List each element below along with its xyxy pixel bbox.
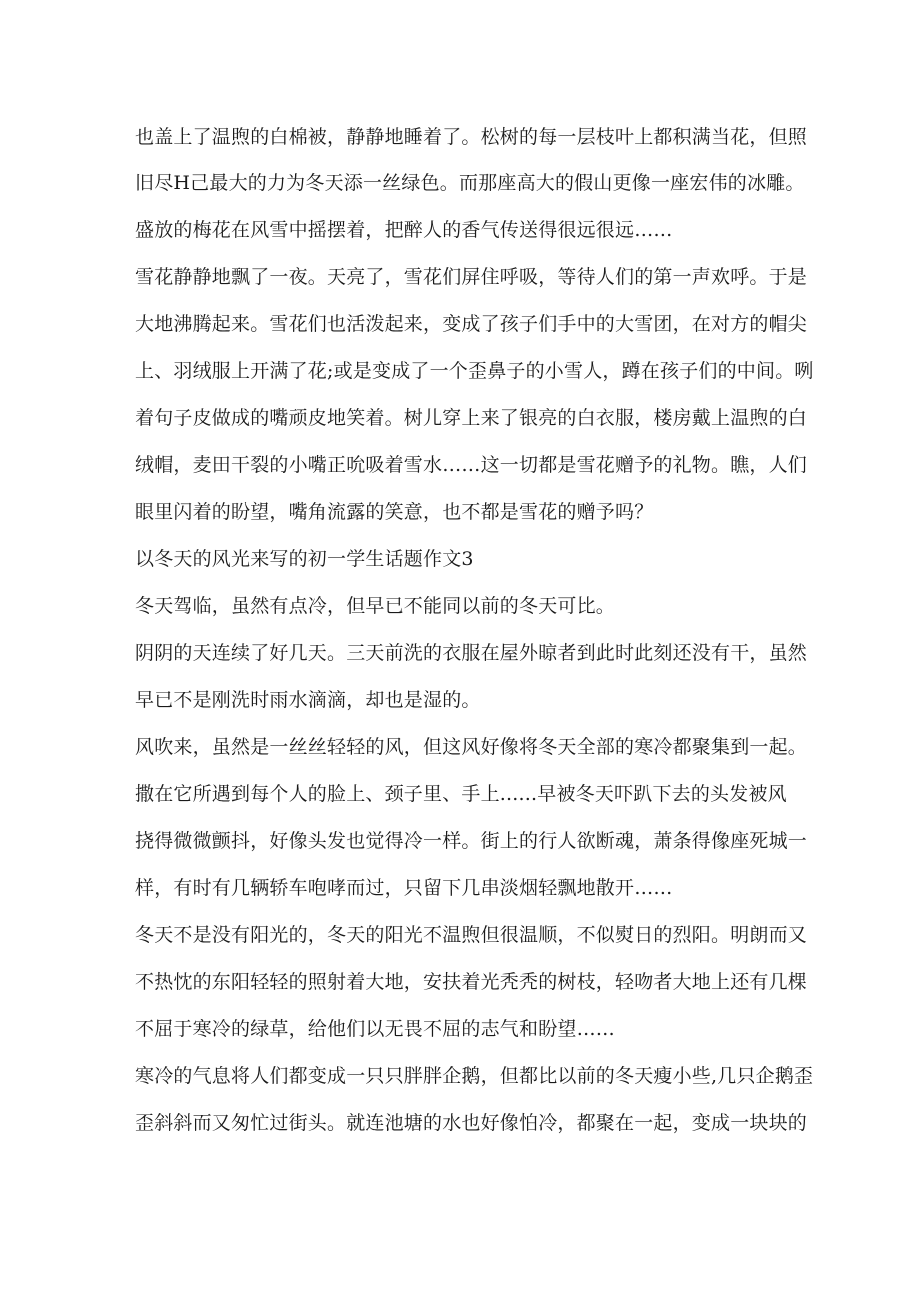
text-line: 早已不是刚洗时雨水滴滴，却也是湿的。	[135, 689, 481, 711]
section-heading: 以冬天的风光来写的初一学生话题作文3	[135, 548, 474, 570]
text-line: 冬天驾临，虽然有点冷，但早已不能同以前的冬天可比。	[135, 595, 616, 617]
text-line: 雪花静静地飘了一夜。天亮了，雪花们屏住呼吸，等待人们的第一声欢呼。于是	[135, 266, 808, 288]
text-line: 不热忱的东阳轻轻的照射着大地，安扶着光秃秃的树枝，轻吻者大地上还有几棵	[135, 971, 808, 993]
text-line: 眼里闪着的盼望，嘴角流露的笑意，也不都是雪花的赠予吗？	[135, 501, 654, 523]
text-line: 阴阴的天连续了好几天。三天前洗的衣服在屋外晾者到此时此刻还没有干，虽然	[135, 642, 808, 664]
text-line: 冬天不是没有阳光的，冬天的阳光不温煦但很温顺，不似熨日的烈阳。明朗而又	[135, 924, 808, 946]
text-line: 着句子皮做成的嘴顽皮地笑着。树儿穿上来了银亮的白衣服，楼房戴上温煦的白	[135, 407, 808, 429]
text-line: 盛放的梅花在风雪中摇摆着，把醉人的香气传送得很远很远……	[135, 219, 673, 241]
text-line: 寒冷的气息将人们都变成一只只胖胖企鹅，但都比以前的冬天瘦小些,几只企鹅歪	[135, 1065, 814, 1087]
text-line: 歪斜斜而又匆忙过街头。就连池塘的水也好像怕冷，都聚在一起，变成一块块的	[135, 1112, 808, 1134]
text-line: 绒帽，麦田干裂的小嘴正吮吸着雪水……这一切都是雪花赠予的礼物。瞧，人们	[135, 454, 808, 476]
text-line: 撒在它所遇到每个人的脸上、颈子里、手上......早被冬天吓趴下去的头发被风	[135, 783, 787, 805]
text-line: 大地沸腾起来。雪花们也活泼起来，变成了孩子们手中的大雪团，在对方的帽尖	[135, 313, 808, 335]
text-line: 也盖上了温煦的白棉被，静静地睡着了。松树的每一层枝叶上都积满当花，但照	[135, 126, 808, 148]
text-line: 风吹来，虽然是一丝丝轻轻的风，但这风好像将冬天全部的寒冷都聚集到一起。	[135, 736, 808, 758]
text-line: 上、羽绒服上开满了花;或是变成了一个歪鼻子的小雪人，蹲在孩子们的中间。咧	[135, 360, 814, 382]
text-line: 挠得微微颤抖，好像头发也觉得冷一样。街上的行人欲断魂，萧条得像座死城一	[135, 830, 808, 852]
text-line: 旧尽H己最大的力为冬天添一丝绿色。而那座高大的假山更像一座宏伟的冰雕。	[135, 172, 805, 194]
text-line: 样，有时有几辆轿车咆哮而过，只留下几串淡烟轻飘地散开……	[135, 877, 673, 899]
text-line: 不屈于寒冷的绿草，给他们以无畏不屈的志气和盼望……	[135, 1018, 616, 1040]
